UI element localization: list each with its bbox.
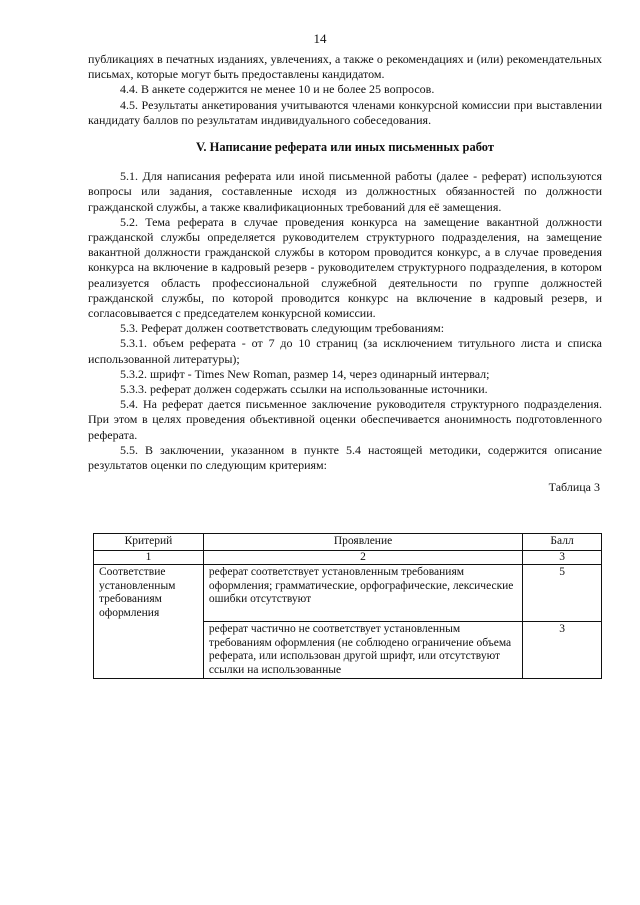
document-body xyxy=(88,52,602,495)
criteria-table xyxy=(93,533,602,679)
table-row xyxy=(94,565,602,622)
paragraph-5-4: 5.4. На реферат дается письменное заключение руководителя структурного подразделения. При этом в целях проведения объективной оценки обеспечивается анонимность подготовленного реферата. xyxy=(88,397,602,442)
header-manifestation: Проявление xyxy=(203,534,522,551)
paragraph-4-5: 4.5. Результаты анкетирования учитываются членами конкурсной комиссии при выставлении кандидату баллов по результатам индивидуального собеседования. xyxy=(88,97,602,127)
score-cell: 3 xyxy=(523,622,602,679)
table-caption: Таблица 3 xyxy=(548,480,600,495)
paragraph-5-5: 5.5. В заключении, указанном в пункте 5.4 настоящей методики, содержится описание результатов оценки по следующим критериям: xyxy=(88,442,602,473)
column-number-row xyxy=(94,550,602,565)
page-number: 14 xyxy=(313,31,327,46)
paragraph-5-2: 5.2. Тема реферата в случае проведения конкурса на замещение вакантной должности гражданской службы определяется руководителем структурного подразделения, на замещение вакантной должности гражданской службы в котором проводится конкурс, а в случае проведения конкурса на включение в кадровый резерв - руководителем структурного подразделения, в котором реализуется область профессиональной служебной деятельности по группе должностей гражданской службы, по которой проводится конкурс на включение в кадровый резерв, и согласовывается с председателем конкурсной комиссии. xyxy=(88,214,602,321)
column-number: 2 xyxy=(203,550,522,565)
paragraph-5-3: 5.3. Реферат должен соответствовать следующим требованиям: xyxy=(120,321,445,336)
manifestation-cell: реферат частично не соответствует установленным требованиям оформления (не соблюдено ограничение объема реферата, или использован другой шрифт, или отсутствуют ссылки на использованные xyxy=(203,622,522,679)
criterion-cell: Соответствие установленным требованиям оформления xyxy=(94,565,204,622)
column-number: 3 xyxy=(523,550,602,565)
paragraph-publications: публикациях в печатных изданиях, увлечениях, а также о рекомендациях и (или) рекомендательных письмах, которые могут быть предоставлены кандидатом. xyxy=(88,52,602,82)
criterion-cell-continued xyxy=(94,622,204,679)
header-criterion: Критерий xyxy=(94,534,204,551)
paragraph-5-3-1: 5.3.1. объем реферата - от 7 до 10 страниц (за исключением титульного листа и списка использованной литературы); xyxy=(88,336,602,366)
section-title: V. Написание реферата или иных письменных работ xyxy=(195,140,495,155)
column-number: 1 xyxy=(94,550,204,565)
header-score: Балл xyxy=(523,534,602,551)
score-cell: 5 xyxy=(523,565,602,622)
manifestation-cell: реферат соответствует установленным требованиям оформления; грамматические, орфографические, лексические ошибки отсутствуют xyxy=(203,565,522,622)
table-header-row xyxy=(94,534,602,551)
paragraph-5-3-3: 5.3.3. реферат должен содержать ссылки на использованные источники. xyxy=(120,382,488,397)
paragraph-5-3-2: 5.3.2. шрифт - Times New Roman, размер 14, через одинарный интервал; xyxy=(120,366,490,381)
paragraph-5-1: 5.1. Для написания реферата или иной письменной работы (далее - реферат) используются вопросы или задания, составленные исходя из должностных обязанностей по должности гражданской службы, а также квалификационных требований для её замещения. xyxy=(88,169,602,214)
table-row xyxy=(94,622,602,679)
paragraph-4-4: 4.4. В анкете содержится не менее 10 и не более 25 вопросов. xyxy=(120,82,435,97)
